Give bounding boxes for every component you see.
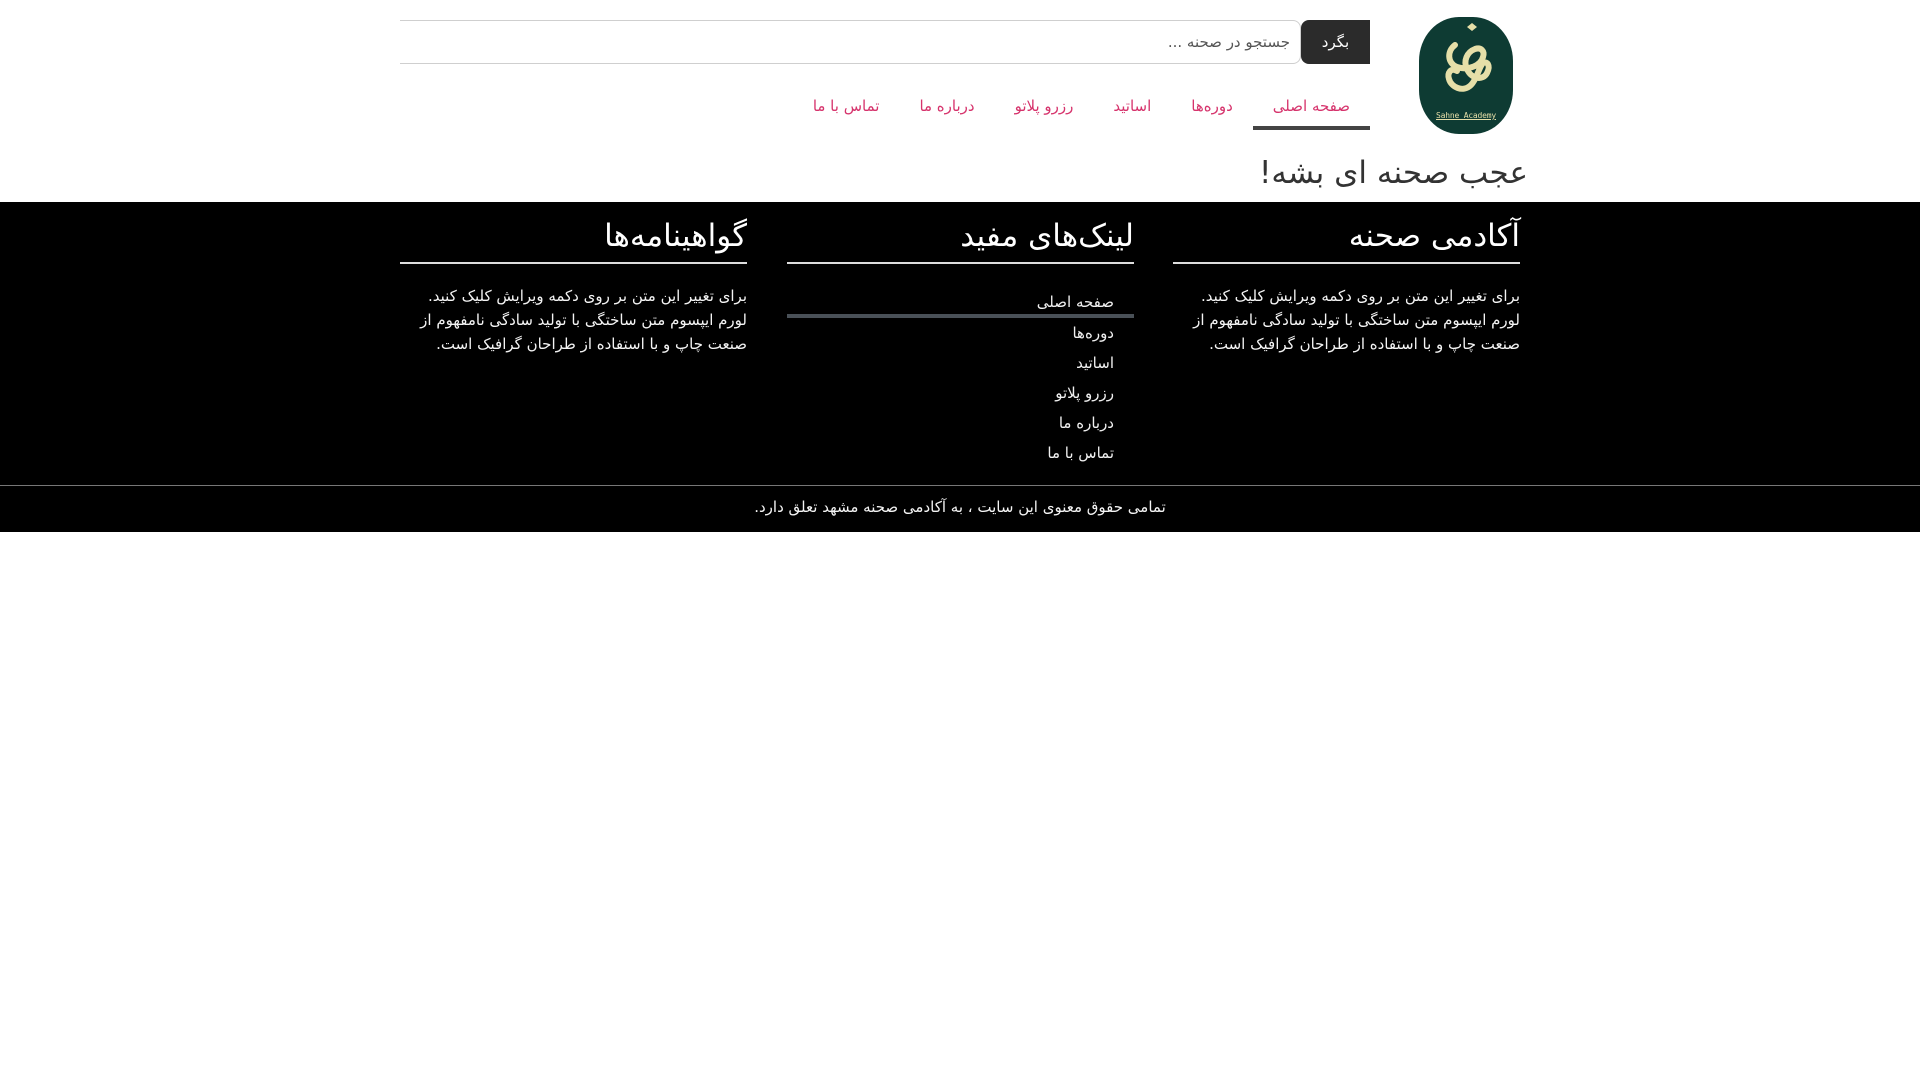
- divider: [1173, 262, 1520, 264]
- search-form: [400, 20, 1370, 64]
- footer-link-item: [787, 378, 1134, 408]
- nav-item-plato-reservation[interactable]: رزرو پلاتو: [1014, 97, 1074, 115]
- footer-link-item: [787, 318, 1134, 348]
- page-title: عجب صحنه ای بشه!: [1258, 155, 1528, 191]
- footer-academy-section: [1173, 202, 1520, 356]
- footer-academy-title: آکادمی صحنه: [1348, 218, 1520, 254]
- footer-link-courses[interactable]: دوره‌ها: [1072, 324, 1114, 342]
- nav-item-about[interactable]: درباره ما: [919, 97, 975, 115]
- footer-link-item: [787, 288, 1134, 318]
- footer-certificates-text: برای تغییر این متن بر روی دکمه ویرایش کلیک کنید. لورم ایپسوم متن ساختگی با تولید سادگی نامفهوم از صنعت چاپ و با استفاده از طراحان گرافیک است.: [420, 287, 747, 353]
- site-logo[interactable]: [1419, 17, 1513, 134]
- footer-links-section: [787, 202, 1134, 468]
- footer-divider: [0, 485, 1920, 486]
- footer-academy-text: برای تغییر این متن بر روی دکمه ویرایش کلیک کنید. لورم ایپسوم متن ساختگی با تولید سادگی نامفهوم از صنعت چاپ و با استفاده از طراحان گرافیک است.: [1193, 287, 1520, 353]
- footer-link-home[interactable]: صفحه اصلی: [1036, 293, 1114, 311]
- footer-link-item: [787, 408, 1134, 438]
- nav-item-home[interactable]: صفحه اصلی: [1253, 88, 1370, 130]
- footer-link-about[interactable]: درباره ما: [1058, 414, 1114, 432]
- nav-item-teachers[interactable]: اساتید: [1113, 97, 1152, 115]
- logo-text: Sahne Academy: [1436, 111, 1497, 120]
- footer-link-plato-reservation[interactable]: رزرو پلاتو: [1055, 384, 1114, 402]
- footer-links-list: [787, 288, 1134, 468]
- footer-certificates-section: [400, 202, 747, 356]
- copyright-text: تمامی حقوق معنوی این سایت ، به آکادمی صحنه مشهد تعلق دارد.: [754, 498, 1166, 516]
- divider: [787, 262, 1134, 264]
- footer-link-contact[interactable]: تماس با ما: [1047, 444, 1114, 462]
- search-submit-button[interactable]: بگرد: [1301, 20, 1370, 64]
- footer-link-item: [787, 438, 1134, 468]
- footer-link-teachers[interactable]: اساتید: [1076, 354, 1114, 372]
- footer-link-item: [787, 348, 1134, 378]
- footer-links-title: لینک‌های مفید: [960, 218, 1134, 254]
- divider: [400, 262, 747, 264]
- nav-item-contact[interactable]: تماس با ما: [812, 97, 880, 115]
- footer: [0, 202, 1920, 532]
- main-nav: [793, 88, 1370, 130]
- logo-calligraphy-icon: [1437, 21, 1495, 101]
- footer-certificates-title: گواهینامه‌ها: [604, 218, 747, 254]
- search-input[interactable]: [400, 20, 1301, 64]
- nav-item-courses[interactable]: دوره‌ها: [1191, 97, 1233, 115]
